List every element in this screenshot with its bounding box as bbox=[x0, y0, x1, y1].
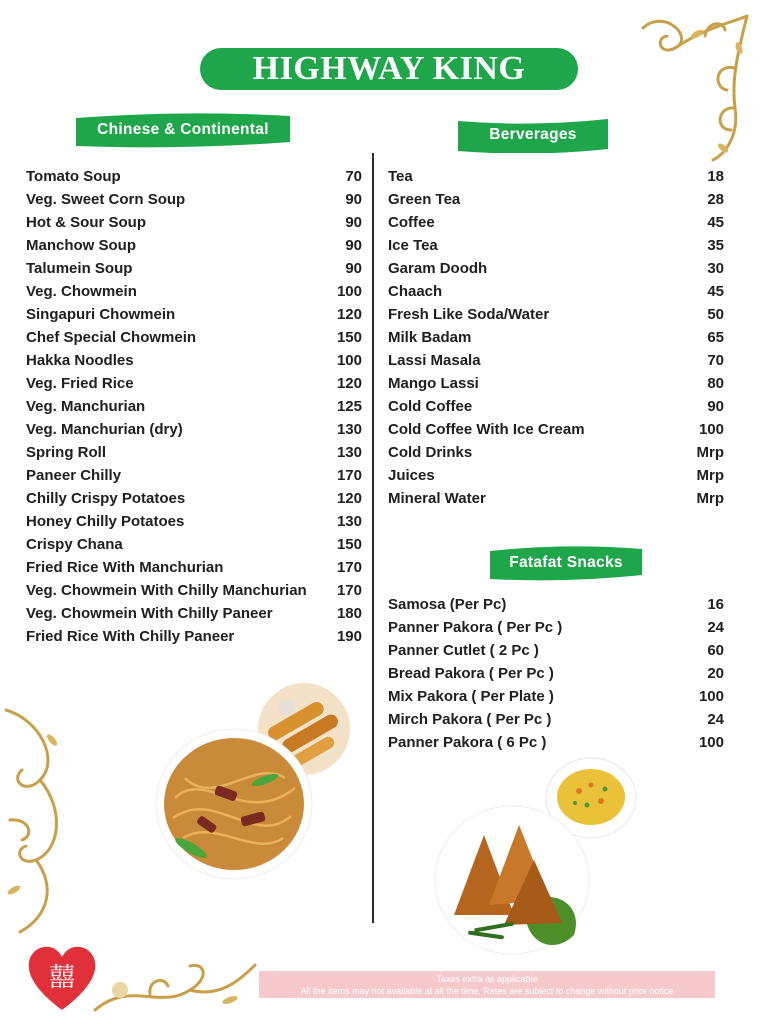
menu-item-name: Fried Rice With Manchurian bbox=[26, 559, 224, 576]
menu-item-price: 120 bbox=[336, 375, 362, 392]
menu-item-row bbox=[26, 398, 362, 421]
menu-item-row bbox=[388, 421, 724, 444]
menu-item-price: Mrp bbox=[696, 467, 724, 484]
menu-item-row bbox=[26, 513, 362, 536]
menu-item-row bbox=[388, 329, 724, 352]
menu-item-price: 45 bbox=[707, 214, 724, 231]
menu-item-price: 80 bbox=[707, 375, 724, 392]
menu-item-row bbox=[388, 398, 724, 421]
menu-item-name: Veg. Fried Rice bbox=[26, 375, 134, 392]
menu-item-name: Paneer Chilly bbox=[26, 467, 122, 484]
menu-item-row bbox=[388, 444, 724, 467]
menu-item-name: Manchow Soup bbox=[26, 237, 136, 254]
menu-item-row bbox=[26, 260, 362, 283]
snacks-section-banner bbox=[490, 545, 642, 581]
snacks-menu-list bbox=[388, 596, 724, 757]
menu-item-row bbox=[388, 283, 724, 306]
menu-item-name: Panner Pakora ( Per Pc ) bbox=[388, 619, 563, 636]
menu-item-row bbox=[26, 490, 362, 513]
menu-item-row bbox=[388, 619, 724, 642]
menu-item-row bbox=[26, 191, 362, 214]
menu-item-price: 150 bbox=[336, 536, 362, 553]
beverages-section-title: Berverages bbox=[489, 126, 577, 143]
floral-ornament-left bbox=[0, 700, 80, 940]
menu-item-price: 90 bbox=[707, 398, 724, 415]
menu-item-name: Panner Pakora ( 6 Pc ) bbox=[388, 734, 547, 751]
floral-ornament-bottom bbox=[90, 950, 260, 1020]
menu-item-name: Chaach bbox=[388, 283, 443, 300]
menu-item-price: 70 bbox=[707, 352, 724, 369]
menu-item-name: Mango Lassi bbox=[388, 375, 479, 392]
menu-item-row bbox=[26, 306, 362, 329]
menu-item-price: 170 bbox=[336, 582, 362, 599]
menu-item-price: 180 bbox=[336, 605, 362, 622]
menu-item-price: 130 bbox=[336, 421, 362, 438]
menu-item-name: Cold Drinks bbox=[388, 444, 473, 461]
menu-item-name: Cold Coffee With Ice Cream bbox=[388, 421, 585, 438]
chowmein-photo bbox=[155, 728, 313, 880]
restaurant-title: HIGHWAY KING bbox=[200, 48, 578, 90]
menu-item-name: Hakka Noodles bbox=[26, 352, 134, 369]
menu-item-price: 130 bbox=[336, 444, 362, 461]
menu-item-price: Mrp bbox=[696, 490, 724, 507]
menu-item-price: 60 bbox=[707, 642, 724, 659]
menu-item-price: 90 bbox=[345, 260, 362, 277]
menu-item-row bbox=[26, 559, 362, 582]
floral-ornament-top-right bbox=[635, 8, 755, 168]
menu-item-row bbox=[388, 711, 724, 734]
menu-item-name: Mineral Water bbox=[388, 490, 486, 507]
menu-item-name: Coffee bbox=[388, 214, 435, 231]
menu-item-price: 100 bbox=[336, 352, 362, 369]
menu-item-row bbox=[26, 421, 362, 444]
menu-item-row bbox=[388, 665, 724, 688]
availability-notice-line: All the items may not available at all the time. Rates are subject to change without prior notice bbox=[300, 986, 674, 996]
menu-item-name: Mix Pakora ( Per Plate ) bbox=[388, 688, 554, 705]
menu-item-row bbox=[388, 260, 724, 283]
menu-item-price: 170 bbox=[336, 559, 362, 576]
menu-item-price: 30 bbox=[707, 260, 724, 277]
menu-item-name: Green Tea bbox=[388, 191, 461, 208]
beverages-menu-list bbox=[388, 168, 724, 513]
menu-item-row bbox=[388, 688, 724, 711]
menu-item-price: 100 bbox=[698, 688, 724, 705]
menu-item-price: 70 bbox=[345, 168, 362, 185]
menu-item-price: 150 bbox=[336, 329, 362, 346]
menu-item-price: 24 bbox=[707, 619, 724, 636]
menu-item-row bbox=[388, 214, 724, 237]
menu-item-price: 35 bbox=[707, 237, 724, 254]
menu-item-name: Veg. Chowmein With Chilly Manchurian bbox=[26, 582, 307, 599]
menu-item-row bbox=[26, 375, 362, 398]
menu-item-row bbox=[26, 237, 362, 260]
menu-item-name: Honey Chilly Potatoes bbox=[26, 513, 185, 530]
menu-item-price: 20 bbox=[707, 665, 724, 682]
menu-item-price: 130 bbox=[336, 513, 362, 530]
menu-item-name: Tomato Soup bbox=[26, 168, 121, 185]
menu-item-name: Bread Pakora ( Per Pc ) bbox=[388, 665, 554, 682]
menu-item-row bbox=[388, 596, 724, 619]
menu-item-name: Spring Roll bbox=[26, 444, 106, 461]
menu-item-name: Talumein Soup bbox=[26, 260, 133, 277]
menu-item-price: 120 bbox=[336, 490, 362, 507]
menu-item-row bbox=[388, 734, 724, 757]
samosa-photo bbox=[434, 805, 590, 955]
menu-item-price: 100 bbox=[698, 421, 724, 438]
menu-item-price: 100 bbox=[336, 283, 362, 300]
menu-item-row bbox=[26, 329, 362, 352]
double-happiness-logo bbox=[25, 944, 99, 1012]
menu-item-price: 90 bbox=[345, 237, 362, 254]
menu-item-name: Hot & Sour Soup bbox=[26, 214, 146, 231]
chinese-menu-list bbox=[26, 168, 362, 651]
menu-item-price: 50 bbox=[707, 306, 724, 323]
menu-item-name: Panner Cutlet ( 2 Pc ) bbox=[388, 642, 539, 659]
menu-item-row bbox=[26, 444, 362, 467]
menu-item-name: Tea bbox=[388, 168, 413, 185]
menu-item-name: Mirch Pakora ( Per Pc ) bbox=[388, 711, 552, 728]
menu-item-name: Veg. Manchurian (dry) bbox=[26, 421, 183, 438]
menu-item-name: Fried Rice With Chilly Paneer bbox=[26, 628, 235, 645]
menu-item-price: 170 bbox=[336, 467, 362, 484]
menu-item-name: Singapuri Chowmein bbox=[26, 306, 176, 323]
menu-item-row bbox=[26, 605, 362, 628]
menu-item-name: Veg. Chowmein With Chilly Paneer bbox=[26, 605, 273, 622]
menu-item-row bbox=[26, 536, 362, 559]
menu-item-price: 120 bbox=[336, 306, 362, 323]
menu-item-row bbox=[388, 375, 724, 398]
menu-item-price: 100 bbox=[698, 734, 724, 751]
menu-item-name: Veg. Manchurian bbox=[26, 398, 146, 415]
menu-item-row bbox=[388, 642, 724, 665]
menu-item-price: 65 bbox=[707, 329, 724, 346]
menu-item-name: Chef Special Chowmein bbox=[26, 329, 197, 346]
beverages-section-banner bbox=[458, 117, 608, 153]
menu-item-price: 24 bbox=[707, 711, 724, 728]
chinese-section-banner bbox=[76, 112, 290, 148]
menu-item-name: Ice Tea bbox=[388, 237, 438, 254]
menu-item-price: 125 bbox=[336, 398, 362, 415]
menu-item-price: 28 bbox=[707, 191, 724, 208]
menu-item-price: 90 bbox=[345, 214, 362, 231]
menu-item-name: Veg. Chowmein bbox=[26, 283, 137, 300]
menu-item-name: Crispy Chana bbox=[26, 536, 123, 553]
menu-item-name: Milk Badam bbox=[388, 329, 472, 346]
snacks-section-title: Fatafat Snacks bbox=[509, 554, 623, 571]
menu-item-price: 45 bbox=[707, 283, 724, 300]
menu-item-row bbox=[26, 168, 362, 191]
menu-item-row bbox=[388, 306, 724, 329]
menu-item-row bbox=[388, 490, 724, 513]
menu-item-row bbox=[26, 214, 362, 237]
chinese-section-title: Chinese & Continental bbox=[97, 121, 269, 138]
menu-item-row bbox=[26, 283, 362, 306]
menu-item-name: Veg. Sweet Corn Soup bbox=[26, 191, 186, 208]
menu-item-name: Chilly Crispy Potatoes bbox=[26, 490, 186, 507]
menu-item-name: Samosa (Per Pc) bbox=[388, 596, 507, 613]
tax-notice-box bbox=[259, 971, 715, 998]
column-divider bbox=[372, 153, 374, 923]
menu-item-row bbox=[26, 582, 362, 605]
menu-item-name: Garam Doodh bbox=[388, 260, 488, 277]
menu-item-row bbox=[388, 237, 724, 260]
menu-item-price: 90 bbox=[345, 191, 362, 208]
menu-item-name: Lassi Masala bbox=[388, 352, 481, 369]
menu-item-row bbox=[26, 628, 362, 651]
logo-glyph: 囍 bbox=[48, 963, 76, 993]
menu-item-row bbox=[26, 352, 362, 375]
menu-item-name: Juices bbox=[388, 467, 435, 484]
menu-item-row bbox=[388, 191, 724, 214]
tax-notice-line: Taxes extra as applicable bbox=[436, 974, 538, 984]
menu-item-row bbox=[388, 467, 724, 490]
menu-item-price: 16 bbox=[707, 596, 724, 613]
menu-item-name: Fresh Like Soda/Water bbox=[388, 306, 550, 323]
menu-item-price: 190 bbox=[336, 628, 362, 645]
menu-item-price: Mrp bbox=[696, 444, 724, 461]
menu-item-price: 18 bbox=[707, 168, 724, 185]
menu-item-row bbox=[388, 168, 724, 191]
menu-item-row bbox=[388, 352, 724, 375]
menu-item-name: Cold Coffee bbox=[388, 398, 473, 415]
menu-item-row bbox=[26, 467, 362, 490]
